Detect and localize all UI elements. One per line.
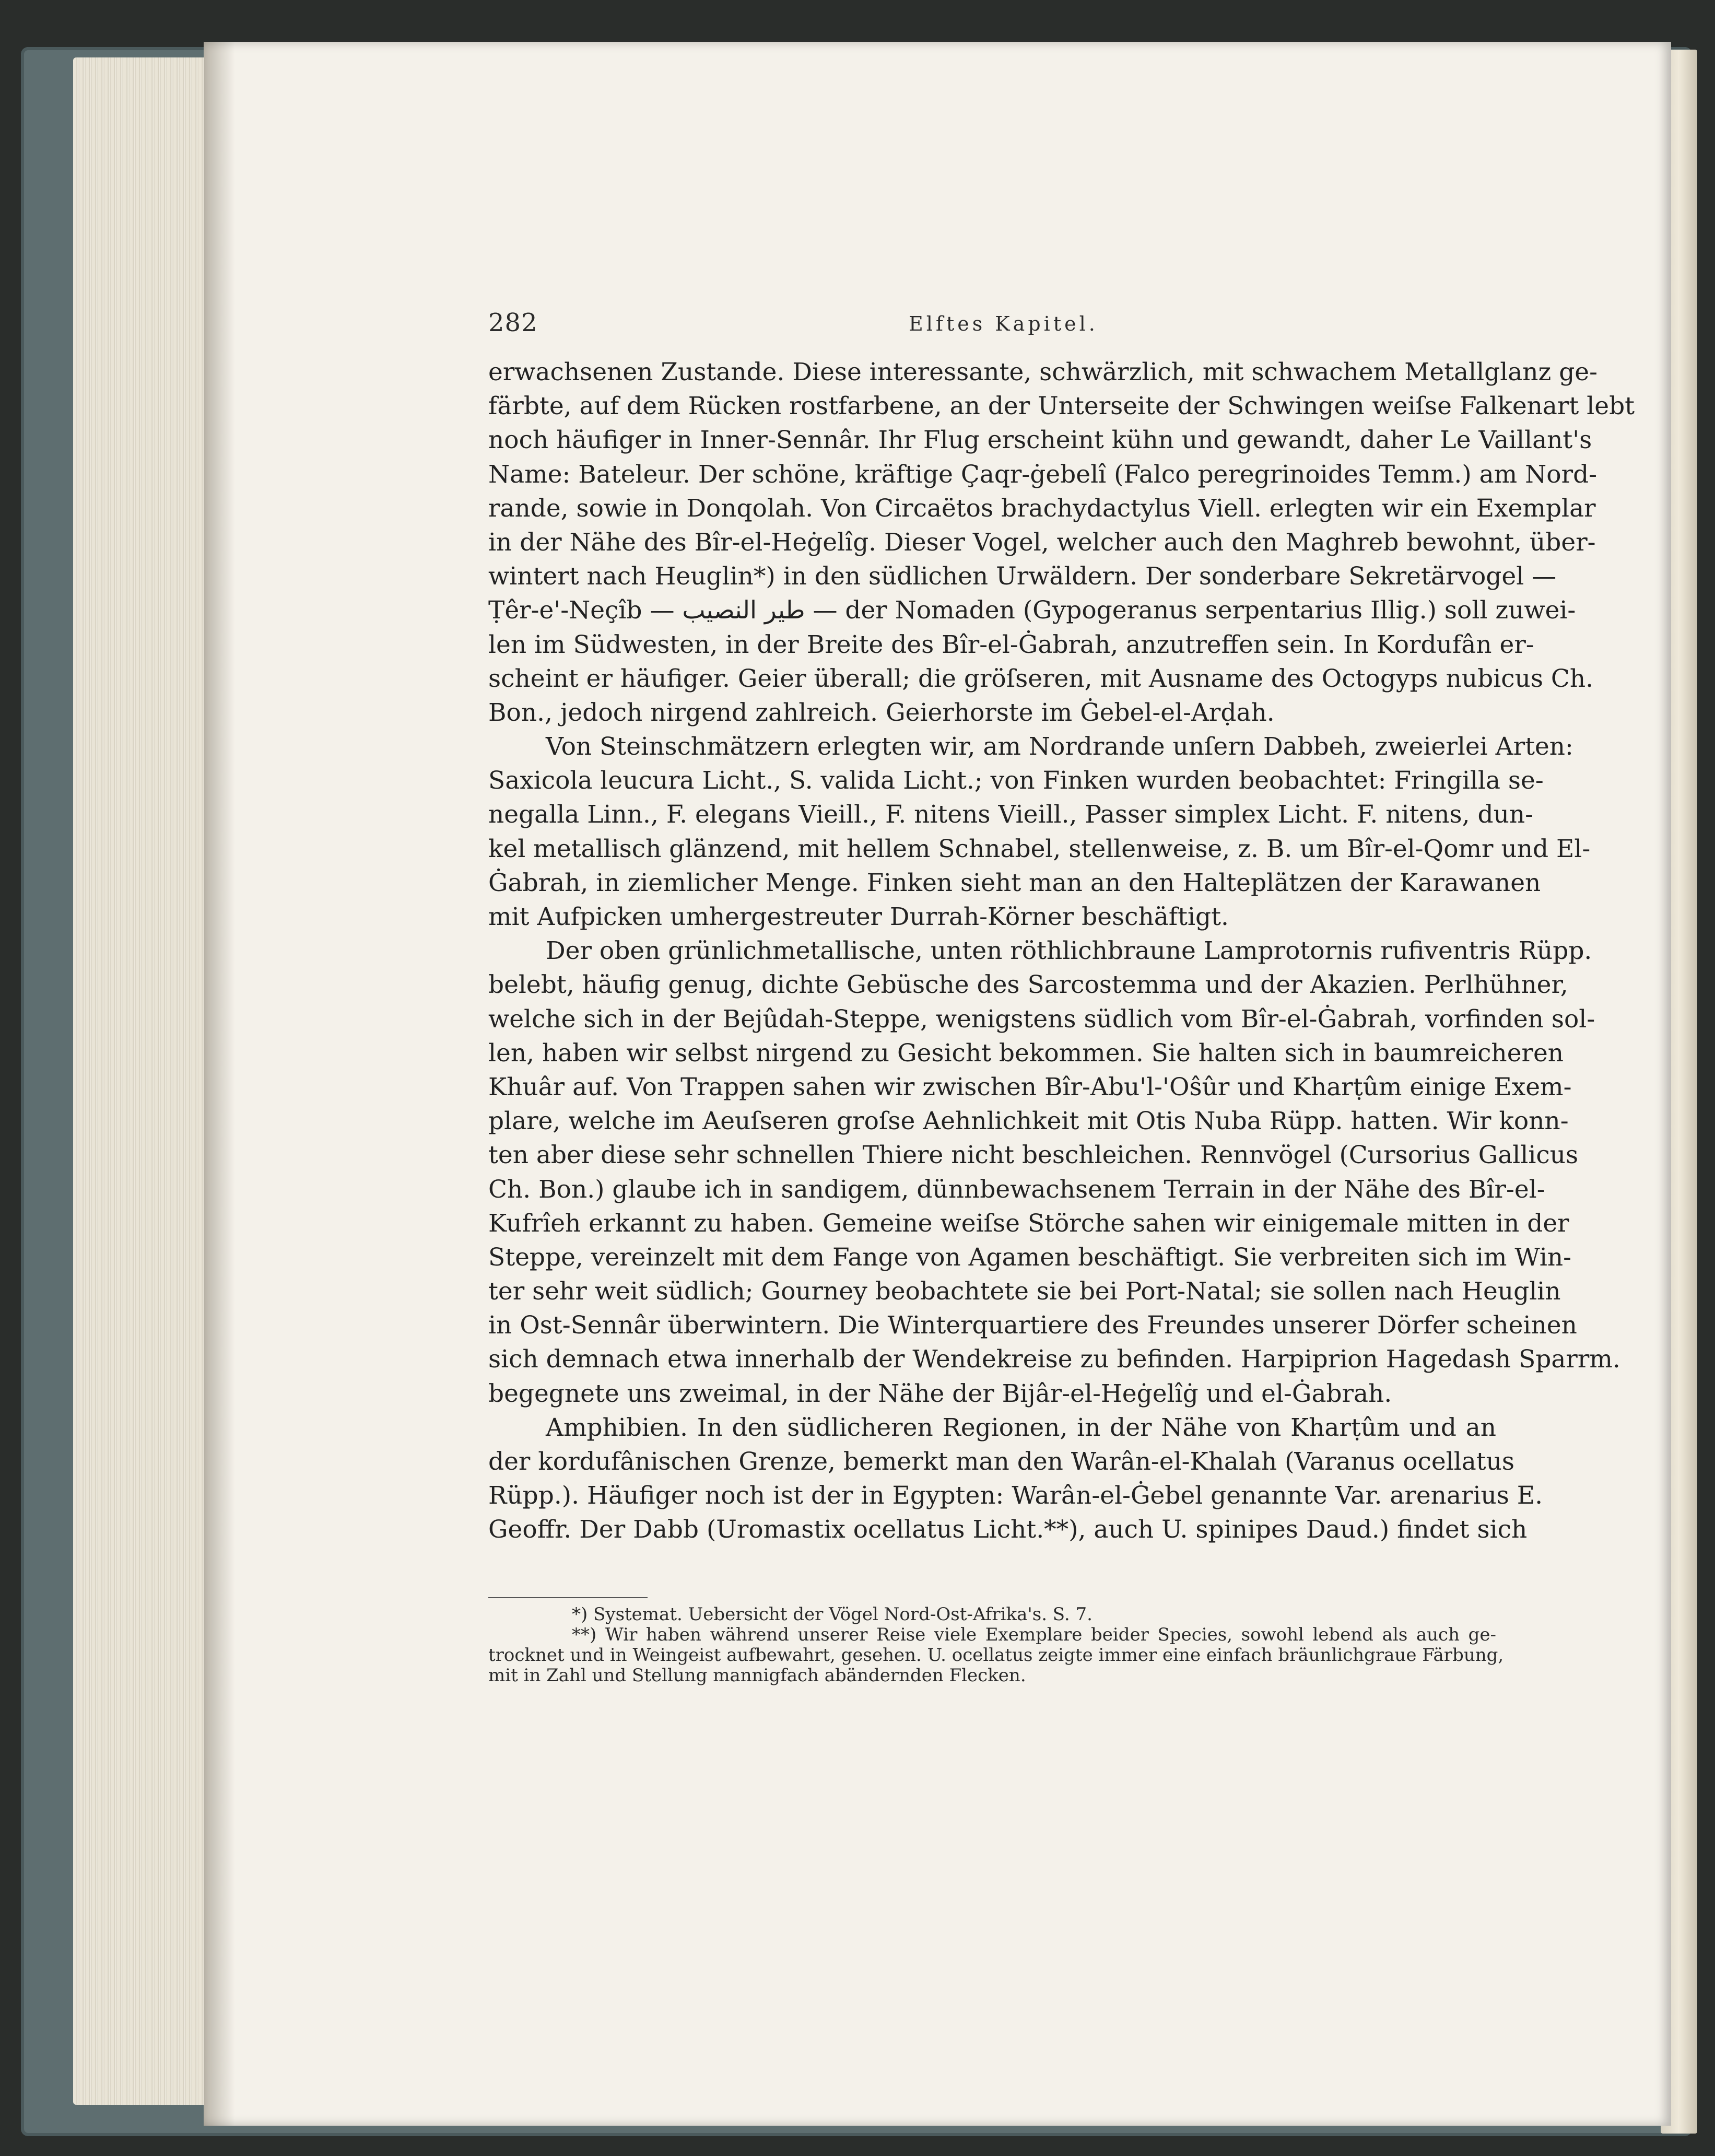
page-edges	[73, 57, 209, 2105]
text-line: ten aber diese sehr schnellen Thiere nicht beschleichen. Rennvögel (Cursorius Gallicus	[488, 1141, 1579, 1170]
text-line: len, haben wir selbst nirgend zu Gesicht bekommen. Sie halten sich in baumreicheren	[488, 1038, 1564, 1068]
text-line: negalla Linn., F. elegans Vieill., F. nitens Vieill., Passer simplex Licht. F. nitens, dun-	[488, 800, 1533, 829]
footnote-line: *) Systemat. Uebersicht der Vögel Nord-Ost-Afrika's. S. 7.	[572, 1604, 1093, 1625]
text-line: Saxicola leucura Licht., S. valida Licht.; von Finken wurden beobachtet: Fringilla se-	[488, 766, 1544, 795]
text-line: noch häufiger in Inner-Sennâr. Ihr Flug erscheint kühn und gewandt, daher Le Vaillant's	[488, 426, 1592, 455]
page-gutter-shadow	[204, 42, 235, 2126]
text-line: Amphibien. In den südlicheren Regionen, in der Nähe von Kharṭûm und an	[546, 1413, 1496, 1442]
text-line: kel metallisch glänzend, mit hellem Schnabel, stellenweise, z. B. um Bîr-el-Qomr und El-	[488, 834, 1591, 863]
text-line: Ch. Bon.) glaube ich in sandigem, dünnbewachsenem Terrain in der Nähe des Bîr-el-	[488, 1175, 1545, 1204]
text-line: Kufrîeh erkannt zu haben. Gemeine weiſse Störche sahen wir einigemale mitten in der	[488, 1209, 1569, 1238]
footnote-line: mit in Zahl und Stellung mannigfach abändernden Flecken.	[488, 1665, 1026, 1686]
text-line: in Ost-Sennâr überwintern. Die Winterquartiere des Freundes unserer Dörfer scheinen	[488, 1311, 1577, 1340]
page-number: 282	[488, 308, 538, 337]
text-line: Steppe, vereinzelt mit dem Fange von Agamen beschäftigt. Sie verbreiten sich im Win-	[488, 1243, 1572, 1272]
text-line: Geoffr. Der Dabb (Uromastix ocellatus Licht.**), auch U. spinipes Daud.) findet sich	[488, 1515, 1528, 1544]
text-line: belebt, häufig genug, dichte Gebüsche des Sarcostemma und der Akazien. Perlhühner,	[488, 970, 1568, 1000]
footnote-rule	[488, 1597, 648, 1598]
text-line: erwachsenen Zustande. Diese interessante, schwärzlich, mit schwachem Metallglanz ge-	[488, 358, 1597, 386]
body-text	[488, 355, 1635, 1547]
text-line: mit Aufpicken umhergestreuter Durrah-Körner beschäftigt.	[488, 903, 1229, 931]
text-line: Bon., jedoch nirgend zahlreich. Geierhorste im Ġebel-el-Arḍah.	[488, 698, 1275, 727]
text-line: welche sich in der Bejûdah-Steppe, wenigstens südlich vom Bîr-el-Ġabrah, vorfinden sol-	[488, 1004, 1595, 1034]
text-line: Ṭêr-e'-Neçîb — طير النصيب — der Nomaden (Gypogeranus serpentarius Illig.) soll zuwei-	[488, 596, 1576, 625]
text-line: färbte, auf dem Rücken rostfarbene, an der Unterseite der Schwingen weiſse Falkenart lebt	[488, 392, 1635, 421]
text-line: Name: Bateleur. Der schöne, kräftige Çaqr-ġebelî (Falco peregrinoides Temm.) am Nord-	[488, 460, 1597, 489]
text-line: Khuâr auf. Von Trappen sahen wir zwischen Bîr-Abu'l-'Oŝûr und Kharṭûm einige Exem-	[488, 1072, 1572, 1102]
footnote-line: trocknet und in Weingeist aufbewahrt, gesehen. U. ocellatus zeigte immer eine einfach bräunlichgraue Färbung,	[488, 1645, 1504, 1666]
text-line: scheint er häufiger. Geier überall; die gröſseren, mit Ausname des Octogyps nubicus Ch.	[488, 664, 1594, 693]
text-line: Rüpp.). Häufiger noch ist der in Egypten: Warân-el-Ġebel genannte Var. arenarius E.	[488, 1481, 1543, 1510]
footnote-line: **) Wir haben während unserer Reise viele Exemplare beider Species, sowohl lebend als auch ge-	[572, 1624, 1496, 1645]
running-title: Elftes Kapitel.	[909, 312, 1098, 335]
text-line: Der oben grünlichmetallische, unten röthlichbraune Lamprotornis rufiventris Rüpp.	[546, 936, 1592, 966]
text-line: Von Steinschmätzern erlegten wir, am Nordrande unſern Dabbeh, zweierlei Arten:	[546, 732, 1573, 761]
text-line: der kordufânischen Grenze, bemerkt man den Warân-el-Khalah (Varanus ocellatus	[488, 1447, 1515, 1476]
footnotes	[488, 1604, 1504, 1686]
text-line: wintert nach Heuglin*) in den südlichen Urwäldern. Der sonderbare Sekretärvogel —	[488, 562, 1557, 591]
text-line: in der Nähe des Bîr-el-Heġelîg. Dieser Vogel, welcher auch den Maghreb bewohnt, über-	[488, 528, 1596, 557]
text-line: len im Südwesten, in der Breite des Bîr-el-Ġabrah, anzutreffen sein. In Kordufân er-	[488, 630, 1534, 659]
text-line: ter sehr weit südlich; Gourney beobachtete sie bei Port-Natal; sie sollen nach Heuglin	[488, 1277, 1561, 1306]
text-line: Ġabrah, in ziemlicher Menge. Finken sieht man an den Halteplätzen der Karawanen	[488, 868, 1541, 897]
text-line: begegnete uns zweimal, in der Nähe der Bijâr-el-Heġelîġ und el-Ġabrah.	[488, 1379, 1392, 1408]
text-line: sich demnach etwa innerhalb der Wendekreise zu befinden. Harpiprion Hagedash Sparrm.	[488, 1345, 1620, 1374]
text-line: rande, sowie in Donqolah. Von Circaëtos brachydactylus Viell. erlegten wir ein Exemplar	[488, 494, 1596, 523]
text-line: plare, welche im Aeuſseren groſse Aehnlichkeit mit Otis Nuba Rüpp. hatten. Wir konn-	[488, 1107, 1569, 1136]
